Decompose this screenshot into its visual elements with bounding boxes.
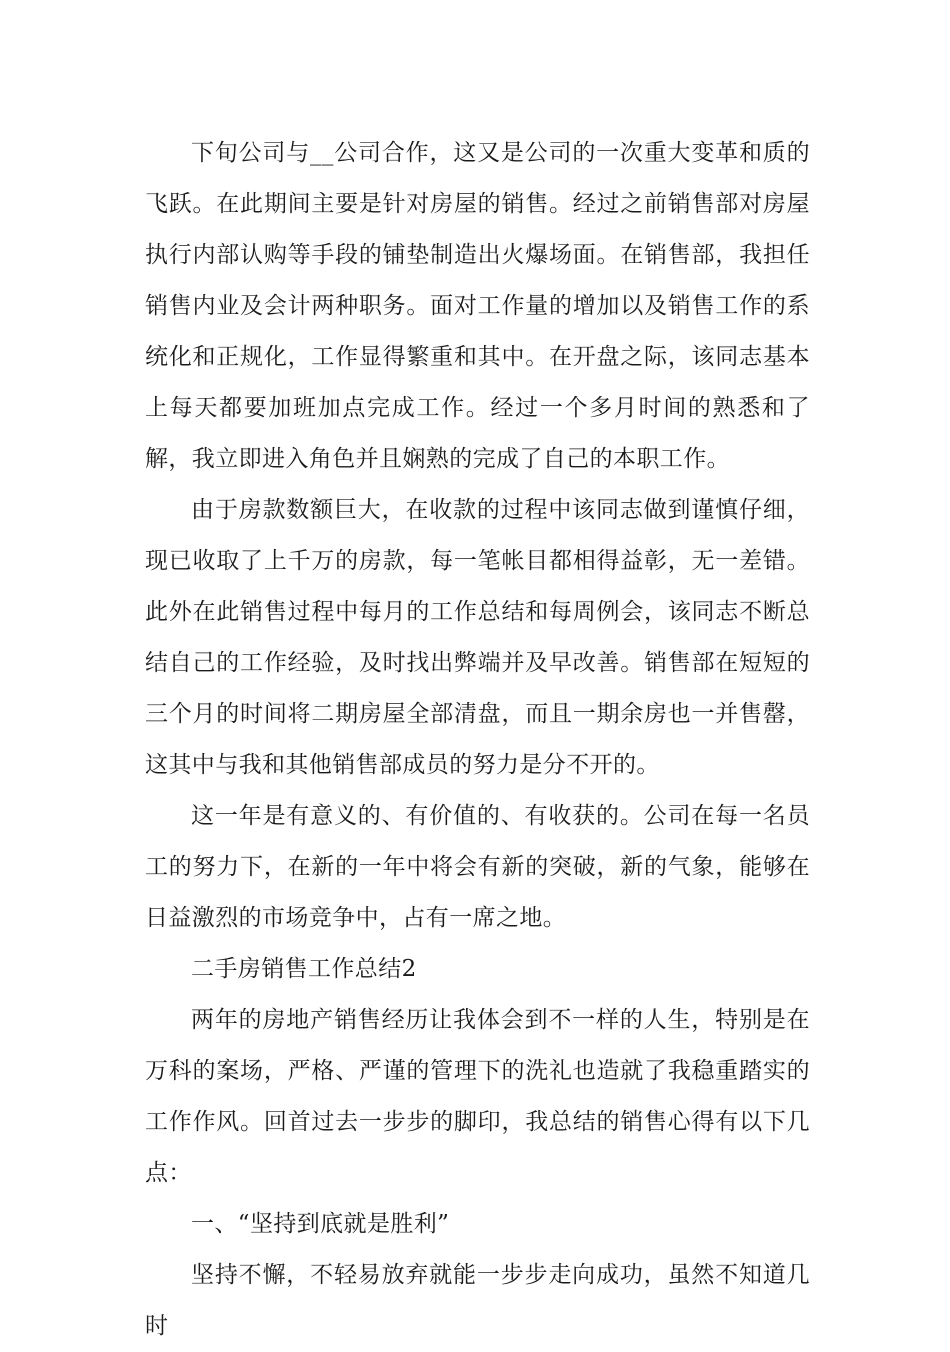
paragraph-payment-collection: 由于房款数额巨大，在收款的过程中该同志做到谨慎仔细，现已收取了上千万的房款，每一笔帐目都相得益彰，无一差错。此外在此销售过程中每月的工作总结和每周例会，该同志不断总结自己的工作经验，及时找出弊端并及早改善。销售部在短短的三个月的时间将二期房屋全部清盘，而且一期余房也一并售罄，这其中与我和其他销售部成员的努力是分不开的。: [145, 497, 810, 778]
paragraph-persistence: 坚持不懈，不轻易放弃就能一步步走向成功，虽然不知道几时: [145, 1262, 810, 1339]
paragraph-sales-experience: 两年的房地产销售经历让我体会到不一样的人生，特别是在万科的案场，严格、严谨的管理下的洗礼也造就了我稳重踏实的工作作风。回首过去一步步的脚印，我总结的销售心得有以下几点：: [145, 1007, 810, 1186]
paragraph-company-cooperation: 下旬公司与__公司合作，这又是公司的一次重大变革和质的飞跃。在此期间主要是针对房屋的销售。经过之前销售部对房屋执行内部认购等手段的铺垫制造出火爆场面。在销售部，我担任销售内业及会计两种职务。面对工作量的增加以及销售工作的系统化和正规化，工作显得繁重和其中。在开盘之际，该同志基本上每天都要加班加点完成工作。经过一个多月时间的熟悉和了解，我立即进入角色并且娴熟的完成了自己的本职工作。: [145, 140, 810, 472]
section-heading: 二手房销售工作总结2: [191, 956, 417, 982]
paragraph-year-summary: 这一年是有意义的、有价值的、有收获的。公司在每一名员工的努力下，在新的一年中将会有新的突破，新的气象，能够在日益激烈的市场竞争中，占有一席之地。: [145, 803, 810, 931]
subheading-persistence: 一、“坚持到底就是胜利”: [191, 1211, 450, 1237]
document-body: [145, 128, 810, 1352]
